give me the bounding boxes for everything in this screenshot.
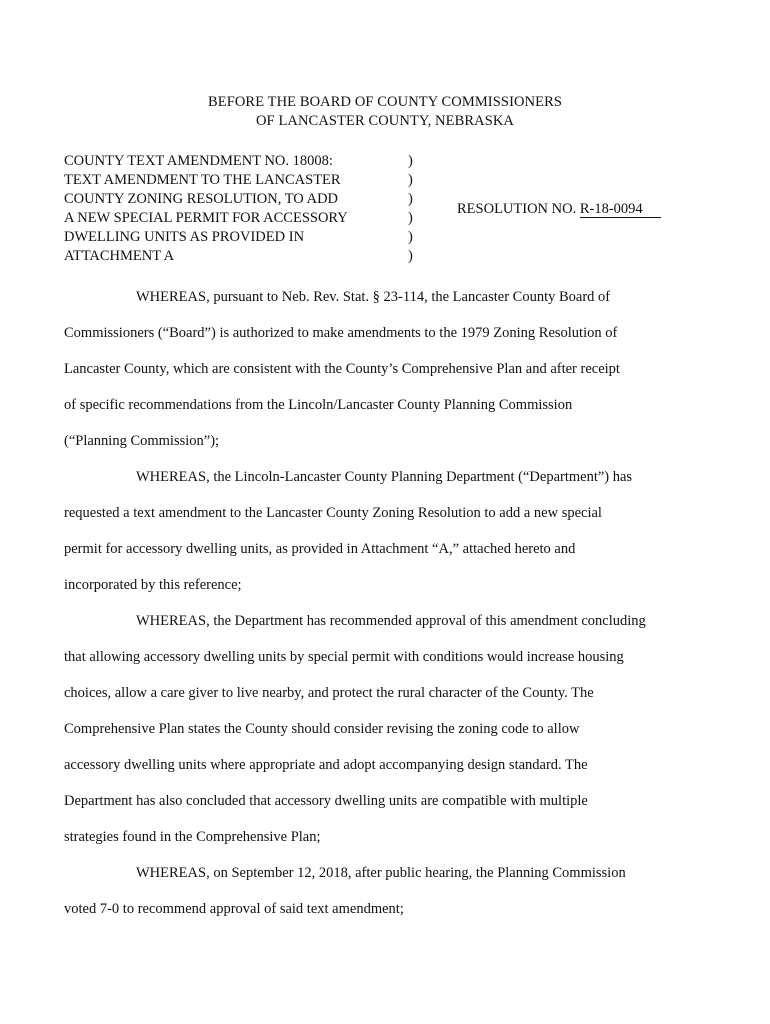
caption-text: ATTACHMENT A [64,248,175,264]
body-line: strategies found in the Comprehensive Plan; [64,829,321,845]
resolution-number [457,200,661,219]
body-line: Department has also concluded that accessory dwelling units are compatible with multiple [64,793,588,809]
body-line: Commissioners (“Board”) is authorized to make amendments to the 1979 Zoning Resolution of [64,325,618,341]
caption-text: COUNTY TEXT AMENDMENT NO. 18008: [64,153,333,169]
body-line: WHEREAS, on September 12, 2018, after public hearing, the Planning Commission [136,865,626,881]
body-line: choices, allow a care giver to live nearby, and protect the rural character of the County. The [64,685,594,701]
caption-text: DWELLING UNITS AS PROVIDED IN [64,229,305,245]
caption-paren: ) [408,229,413,245]
body-line: (“Planning Commission”); [64,433,220,449]
resolution-body [64,288,684,936]
body-line: Lancaster County, which are consistent with the County’s Comprehensive Plan and after receipt [64,361,620,377]
body-line: WHEREAS, the Lincoln-Lancaster County Planning Department (“Department”) has [136,469,633,485]
body-line: permit for accessory dwelling units, as provided in Attachment “A,” attached hereto and [64,541,576,557]
body-line: voted 7-0 to recommend approval of said text amendment; [64,901,404,917]
body-line: requested a text amendment to the Lancaster County Zoning Resolution to add a new special [64,505,602,521]
caption-paren: ) [408,172,413,188]
county-heading: OF LANCASTER COUNTY, NEBRASKA [255,113,515,129]
caption-text: A NEW SPECIAL PERMIT FOR ACCESSORY [64,210,348,226]
caption-paren: ) [408,210,413,226]
body-line: that allowing accessory dwelling units by special permit with conditions would increase housing [64,649,624,665]
caption-text: TEXT AMENDMENT TO THE LANCASTER [64,172,341,188]
body-line: incorporated by this reference; [64,577,242,593]
resolution-label: RESOLUTION NO. [457,201,577,217]
body-line: WHEREAS, pursuant to Neb. Rev. Stat. § 23-114, the Lancaster County Board of [136,289,611,305]
caption-paren: ) [408,248,413,264]
caption-text: COUNTY ZONING RESOLUTION, TO ADD [64,191,339,207]
body-line: accessory dwelling units where appropriate and adopt accompanying design standard. The [64,757,588,773]
caption-paren: ) [408,191,413,207]
body-line: Comprehensive Plan states the County should consider revising the zoning code to allow [64,721,580,737]
resolution-value: R-18-0094 [580,202,661,218]
caption-paren: ) [408,153,413,169]
body-line: WHEREAS, the Department has recommended approval of this amendment concluding [136,613,646,629]
board-heading: BEFORE THE BOARD OF COUNTY COMMISSIONERS [207,94,563,110]
body-line: of specific recommendations from the Lincoln/Lancaster County Planning Commission [64,397,573,413]
